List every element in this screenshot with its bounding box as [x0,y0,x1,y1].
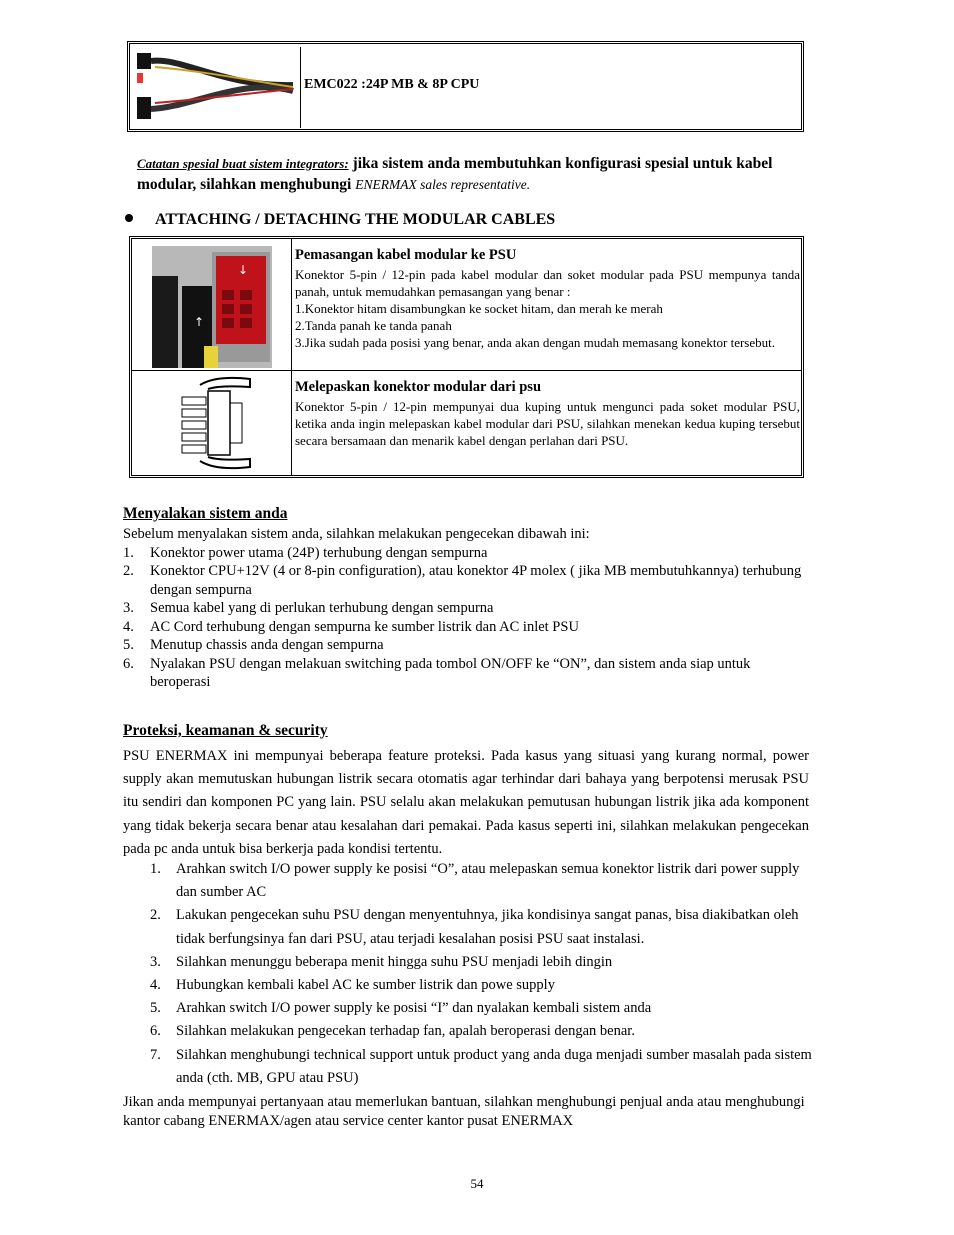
power-on-title: Menyalakan sistem anda [123,505,288,522]
list-item: 1. Konektor power utama (24P) terhubung dengan sempurna [123,544,488,561]
connector-diagram [180,375,252,476]
list-item: 2. Lakukan pengecekan suhu PSU dengan menyentuhnya, jika kondisinya sangat panas, bisa diakibatkan oleh tidak berfungsinya fan dari PSU, atau terjadi kesalahan posisi PSU saat instalasi. [150,907,799,947]
list-item: 5. Menutup chassis anda dengan sempurna [123,637,384,653]
power-on-section [123,505,813,692]
protection-paragraph: PSU ENERMAX ini mempunyai beberapa feature proteksi. Pada kasus yang situasi yang kurang normal, power supply akan memutuskan hubungan listrik secara otomatis agar terhindar dari bahaya yang berpotensi merusak PSU itu sendiri dan komponen PC yang lain. PSU selalu akan melakukan pemutusan hubungan listrik jika ada komponent yang tidak bekerja secara benar atau kesalahan dari pemakai. Pada kasus seperti ini, silahkan melakukan pengecekan pada pc anda untuk bisa berkerja pada kondisi tertentu. [123,748,809,857]
product-label: EMC022 :24P MB & 8P CPU [304,77,480,92]
attach-heading-text: ATTACHING / DETACHING THE MODULAR CABLES [155,211,556,228]
list-item: 7. Silahkan menghubungi technical support untuk product yang anda duga menjadi sumber masalah pada sistem anda (cth. MB, GPU atau PSU) [150,1046,812,1086]
note-body: jika sistem anda membutuhkan konfigurasi spesial untuk kabel modular, silahkan menghubungi [137,155,773,193]
protection-title: Proteksi, keamanan & security [123,722,328,739]
attach-row-2 [295,379,800,449]
attach-line: 3.Jika sudah pada posisi yang benar, anda akan dengan mudah memasang konektor tersebut. [295,335,775,350]
list-item: 2. Konektor CPU+12V (4 or 8-pin configuration), atau konektor 4P molex ( jika MB membutuhkannya) terhubung dengan sempurna [123,563,802,598]
list-item: 4. AC Cord terhubung dengan sempurna ke sumber listrik dan AC inlet PSU [123,618,579,635]
cable-photo [133,47,301,128]
page-number: 54 [470,1176,484,1191]
protection-list [150,858,812,1090]
attach-line: Konektor 5-pin / 12-pin pada kabel modular dan soket modular pada PSU mempunya tanda panah, untuk memudahkan pemasangan yang benar : [295,267,800,299]
note-lead: Catatan spesial buat sistem integrators: [137,156,349,171]
svg-text:↓: ↓ [238,263,249,277]
attach-heading [125,211,555,229]
list-item: 3. Semua kabel yang di perlukan terhubung dengan sempurna [123,600,494,616]
product-table [127,41,804,132]
attach-table [129,236,804,478]
power-on-list [123,544,813,692]
list-item: 6. Nyalakan PSU dengan melakuan switching pada tombol ON/OFF ke “ON”, dan sistem anda siap untuk beroperasi [123,655,751,690]
svg-text:↑: ↑ [194,315,205,329]
psu-socket-photo [152,246,272,373]
list-item: 4. Hubungkan kembali kabel AC ke sumber listrik dan powe supply [150,977,555,994]
attach-line: 2.Tanda panah ke tanda panah [295,318,452,333]
detach-title: Melepaskan konektor modular dari psu [295,379,542,395]
bullet-icon [125,214,133,222]
list-item: 6. Silahkan melakukan pengecekan terhadap fan, apalah beroperasi dengan benar. [150,1023,635,1040]
closing-paragraph: Jikan anda mempunyai pertanyaan atau memerlukan bantuan, silahkan menghubungi penjual anda atau menghubungi kantor cabang ENERMAX/agen atau service center kantor pusat ENERMAX [123,1094,805,1129]
attach-row-1 [295,247,800,351]
attach-line: 1.Konektor hitam disambungkan ke socket hitam, dan merah ke merah [295,301,663,316]
list-item: 3. Silahkan menunggu beberapa menit hingga suhu PSU menjadi lebih dingin [150,953,613,970]
power-on-intro: Sebelum menyalakan sistem anda, silahkan melakukan pengecekan dibawah ini: [123,526,590,542]
attach-title: Pemasangan kabel modular ke PSU [295,247,517,263]
list-item: 1. Arahkan switch I/O power supply ke posisi “O”, atau melepaskan semua konektor listrik dari power supply dan sumber AC [150,861,800,901]
list-item: 5. Arahkan switch I/O power supply ke posisi “I” dan nyalakan kembali sistem anda [150,1000,652,1017]
integrator-note [137,153,817,195]
detach-line: Konektor 5-pin / 12-pin mempunyai dua kuping untuk mengunci pada soket modular PSU, ketika anda ingin melepaskan kabel modular dari PSU, silahkan menekan kedua kuping tersebut secara bersamaan dan menarik kabel dengan perlahan dari PSU. [295,399,800,448]
note-tail: ENERMAX sales representative. [355,177,531,192]
